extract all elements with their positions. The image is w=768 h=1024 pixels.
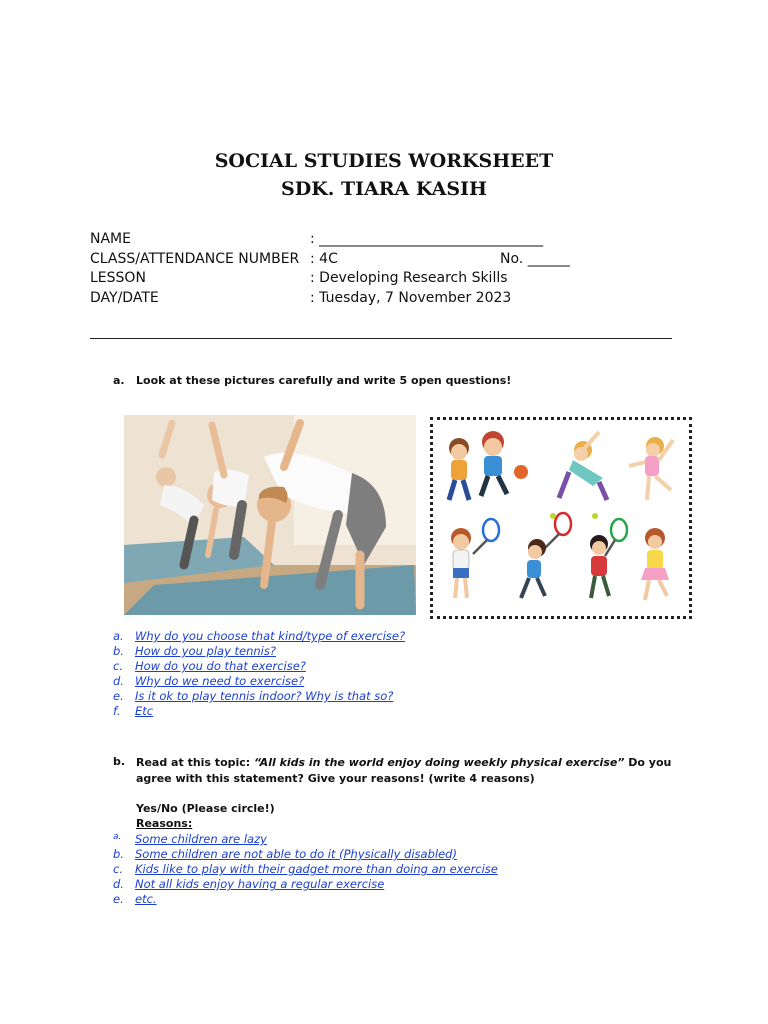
answer-text: Why do you choose that kind/type of exercise? (135, 629, 406, 643)
reason-text: Not all kids enjoy having a regular exercise (135, 877, 385, 891)
date-value: : Tuesday, 7 November 2023 (310, 289, 512, 306)
reason-key: a. (113, 832, 122, 842)
section-b-text (136, 755, 676, 787)
answer-key: c. (113, 659, 123, 673)
date-label: DAY/DATE (90, 289, 159, 306)
answer-key: e. (113, 689, 124, 703)
answer-text: How do you play tennis? (135, 644, 276, 658)
name-label: NAME (90, 231, 131, 247)
reason-key: d. (113, 877, 124, 891)
reason-key: b. (113, 847, 124, 861)
school-name: SDK. TIARA KASIH (281, 178, 487, 200)
worksheet-title: SOCIAL STUDIES WORKSHEET (214, 150, 554, 172)
class-value: : 4C (310, 250, 338, 267)
answer-text: How do you do that exercise? (135, 659, 306, 673)
yes-no-prompt: Yes/No (Please circle!) (136, 802, 275, 815)
section-a-text: Look at these pictures carefully and write 5 open questions! (136, 374, 512, 387)
divider-line (90, 338, 672, 339)
attendance-number: No. ______ (500, 250, 570, 267)
answer-key: f. (113, 704, 121, 718)
reason-text: Some children are lazy (135, 832, 267, 846)
name-value: : ________________________________ (310, 231, 544, 247)
reason-text: Kids like to play with their gadget more than doing an exercise (135, 862, 498, 876)
class-label: CLASS/ATTENDANCE NUMBER (90, 250, 300, 267)
section-b-rest: Do you agree with this statement? Give your reasons! (write 4 reasons) (136, 756, 672, 785)
lesson-label: LESSON (90, 270, 146, 286)
section-b-letter: b. (113, 755, 126, 768)
reasons-label: Reasons: (136, 817, 193, 830)
cartoon-kids-illustration (430, 417, 692, 619)
reason-key: c. (113, 862, 123, 876)
answer-key: a. (113, 629, 124, 643)
reason-key: e. (113, 892, 124, 906)
lesson-value: : Developing Research Skills (310, 270, 508, 286)
answer-key: d. (113, 674, 124, 688)
section-b-topic: “All kids in the world enjoy doing weekly physical exercise” (254, 756, 625, 769)
answer-key: b. (113, 644, 124, 658)
reason-text: Some children are not able to do it (Physically disabled) (135, 847, 457, 861)
answer-text: Is it ok to play tennis indoor? Why is that so? (135, 689, 394, 703)
reason-text: etc. (135, 892, 157, 906)
yoga-kids-photo (124, 415, 416, 615)
answer-text: Why do we need to exercise? (135, 674, 305, 688)
section-a-letter: a. (113, 374, 125, 387)
section-b-intro: Read at this topic: (136, 756, 255, 769)
answer-text: Etc (135, 704, 154, 718)
